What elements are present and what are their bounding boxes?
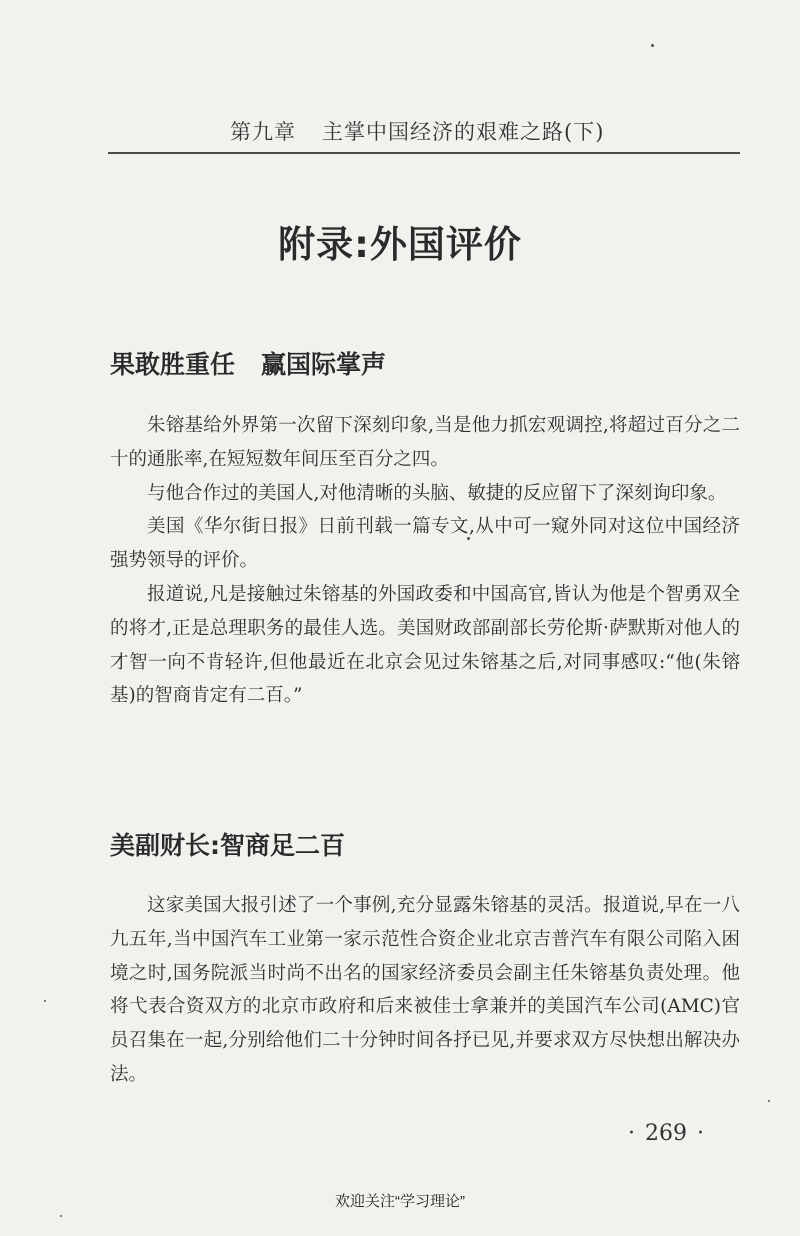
scan-speck bbox=[60, 1215, 62, 1217]
paragraph: 朱镕基给外界第一次留下深刻印象,当是他力抓宏观调控,将超过百分之二十的通胀率,在短短数年间压至百分之四。 bbox=[110, 415, 740, 470]
paragraph: 美国《华尔街日报》日前刊载一篇专文,从中可一窥外同对这位中国经济强势领导的评价。 bbox=[110, 516, 740, 572]
scan-speck bbox=[768, 1100, 770, 1102]
chapter-number: 第九章 bbox=[230, 120, 296, 144]
page-number-dot-left: · bbox=[628, 1121, 635, 1146]
scan-speck bbox=[467, 537, 470, 540]
paragraph: 与他合作过的美国人,对他清晰的头脑、敏捷的反应留下了深刻询印象。 bbox=[147, 482, 727, 504]
section-1-body bbox=[110, 409, 740, 713]
section-heading-2: 美副财长:智商足二百 bbox=[110, 831, 345, 860]
page-number-dot-right: · bbox=[697, 1121, 704, 1146]
section-heading-1-part2: 赢国际掌声 bbox=[261, 350, 387, 379]
footer-watermark-text: 欢迎关注“学习理论” bbox=[335, 1193, 465, 1210]
header-rule bbox=[108, 152, 740, 154]
scan-speck bbox=[44, 1000, 46, 1002]
running-header bbox=[230, 116, 604, 146]
section-heading-1-part1: 果敢胜重任 bbox=[110, 350, 236, 379]
paragraph: 这家美国大报引述了一个事例,充分显露朱镕基的灵活。报道说,早在一八九五年,当中国汽车工业第一家示范性合资企业北京吉普汽车有限公司陷入困境之时,国务院派当时尚不出名的国家经济委员会副主任朱镕基负责处理。他将弋表合资双方的北京市政府和后来被佳士拿兼并的美国汽车公司(AMC)官员召集在一起,分别给他们二十分钟时间各抒已见,并要求双方尽快想出解决办法。 bbox=[110, 895, 740, 1085]
page-number-value: 269 bbox=[645, 1121, 687, 1146]
chapter-title: 主掌中国经济的艰难之路(下) bbox=[322, 120, 605, 144]
section-2-body bbox=[110, 889, 740, 1092]
scan-speck bbox=[651, 44, 654, 47]
appendix-title: 附录:外国评价 bbox=[278, 223, 522, 266]
section-heading-1 bbox=[110, 345, 386, 381]
paragraph: 报道说,凡是接触过朱镕基的外国政委和中国高官,皆认为他是个智勇双全的将才,正是总理职务的最佳人选。美国财政部副部长劳伦斯·萨默斯对他人的才智一向不肯轻许,但他最近在北京会见过朱镕基之后,对同事感叹:“他(朱镕基)的智商肯定有二百。” bbox=[110, 583, 740, 707]
page-number bbox=[618, 1121, 714, 1146]
